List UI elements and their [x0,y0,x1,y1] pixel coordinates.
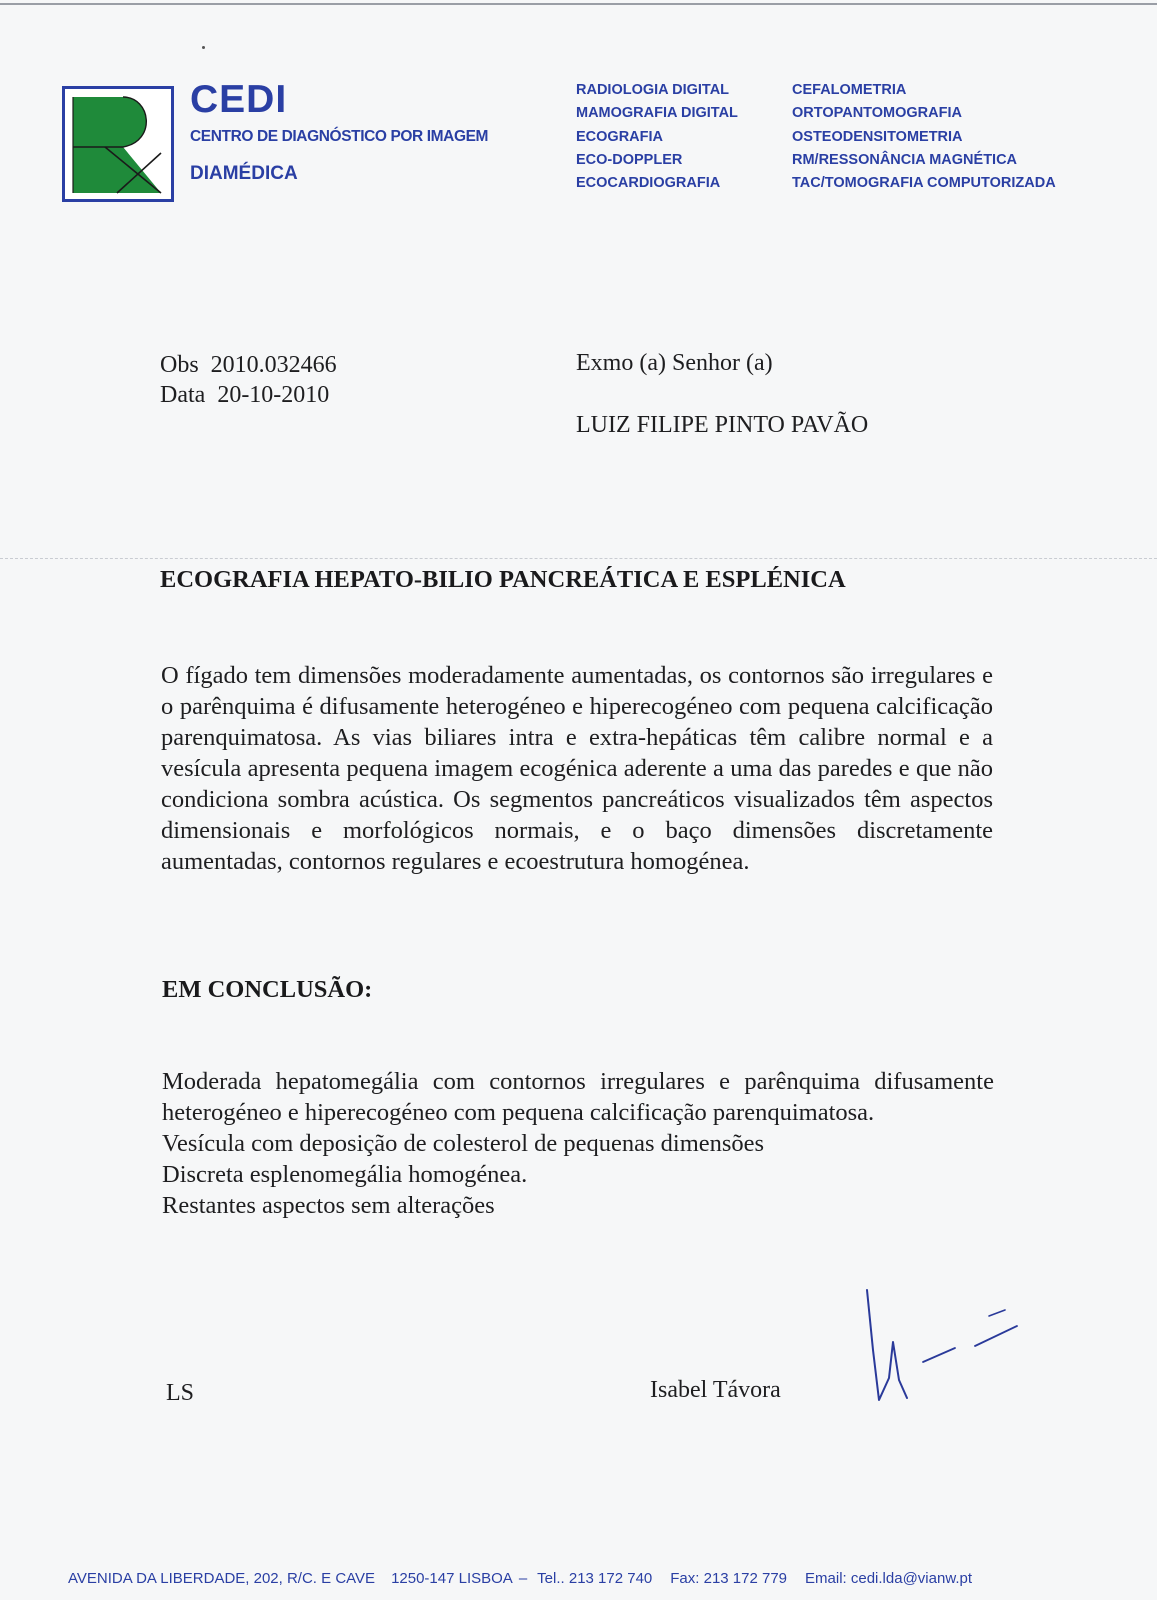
logo-rx-icon [65,89,171,199]
date-line [160,382,329,409]
date-label: Data [160,382,206,408]
conclusion-list [162,1066,994,1221]
brand-tagline: CENTRO DE DIAGNÓSTICO POR IMAGEM [190,128,489,145]
date-value: 20-10-2010 [217,382,330,408]
signer-name: Isabel Távora [650,1377,781,1403]
conclusion-item: Discreta esplenomegália homogénea. [162,1161,528,1188]
letterhead-footer [68,1570,1098,1587]
paper-speck [202,46,205,49]
obs-number: 2010.032466 [210,352,337,378]
obs-line [160,352,337,379]
salutation: Exmo (a) Senhor (a) [576,350,773,376]
service-item: ECOCARDIOGRAFIA [576,175,721,192]
paper-edge [0,3,1157,5]
report-title: ECOGRAFIA HEPATO-BILIO PANCREÁTICA E ESPLÉNICA [160,566,846,593]
services-list-right [792,79,1056,195]
service-item: ECOGRAFIA [576,128,663,145]
footer-address: AVENIDA DA LIBERDADE, 202, R/C. E CAVE [68,1570,376,1587]
service-item: OSTEODENSITOMETRIA [792,128,963,145]
conclusion-item: Restantes aspectos sem alterações [162,1192,495,1219]
brand-name: CEDI [190,78,288,121]
service-item: TAC/TOMOGRAFIA COMPUTORIZADA [792,175,1056,192]
cedi-logo [62,86,174,202]
service-item: ECO-DOPPLER [576,151,683,168]
service-item: RADIOLOGIA DIGITAL [576,82,730,98]
footer-postal: 1250-147 LISBOA [391,1570,513,1587]
conclusion-item: Vesícula com deposição de colesterol de pequenas dimensões [162,1130,765,1157]
handwritten-signature [855,1260,1055,1420]
services-list-left [576,79,738,195]
footer-fax: Fax: 213 172 779 [670,1570,788,1587]
conclusion-item: Moderada hepatomegália com contornos irregulares e parênquima difusamente heterogéneo e hiperecogéneo com pequena calcificação parenquimatosa. [162,1068,994,1126]
footer-email: Email: cedi.lda@vianw.pt [805,1570,973,1587]
conclusion-heading: EM CONCLUSÃO: [162,976,373,1003]
obs-label: Obs [160,352,199,378]
brand-subname: DIAMÉDICA [190,163,298,184]
service-item: MAMOGRAFIA DIGITAL [576,105,738,122]
patient-name: LUIZ FILIPE PINTO PAVÃO [576,412,869,438]
paper-fold-line [0,558,1157,559]
report-findings: O fígado tem dimensões moderadamente aumentadas, os contornos são irregulares e o parênquima é difusamente heterogéneo e hiperecogéneo com pequena calcificação parenquimatosa. As vias biliares intra e extra-hepáticas têm calibre normal e a vesícula apresenta pequena imagem ecogénica aderente a uma das paredes e que não condiciona sombra acústica. Os segmentos pancreáticos visualizados têm aspectos dimensionais e morfológicos normais, e o baço dimensões discretamente aumentadas, contornos regulares e ecoestrutura homogénea. [161,662,993,875]
typist-initials: LS [166,1380,195,1406]
service-item: ORTOPANTOMOGRAFIA [792,105,962,122]
service-item: CEFALOMETRIA [792,82,907,98]
service-item: RM/RESSONÂNCIA MAGNÉTICA [792,151,1018,168]
footer-phone: Tel.. 213 172 740 [537,1570,653,1587]
footer-separator: – [518,1570,528,1587]
